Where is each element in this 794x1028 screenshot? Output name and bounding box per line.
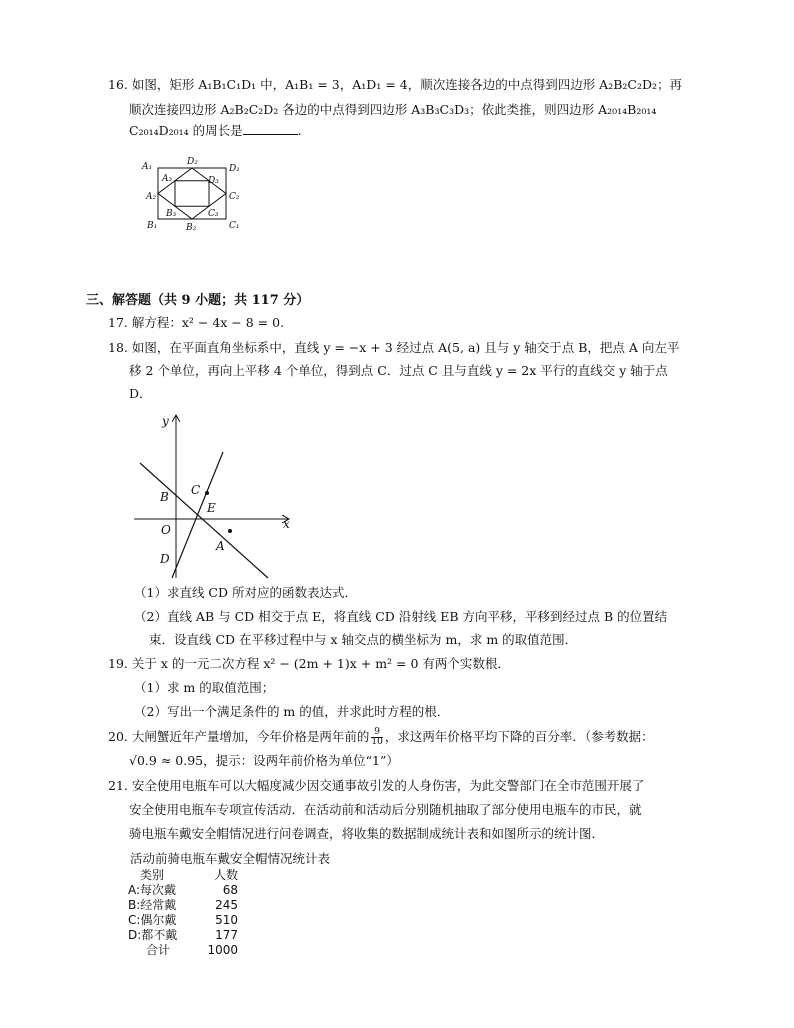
q20-line2: √0.9 ≈ 0.95，提示：设两年前价格为单位“1”） [129,753,399,768]
q16-line3 [129,122,302,140]
label-b3: B₃ [166,209,177,219]
q16-rectangle-figure [140,152,250,234]
label-c2: C₂ [229,192,240,202]
table-row [128,928,238,943]
q16-line1: 16. 如图，矩形 A₁B₁C₁D₁ 中，A₁B₁ = 3，A₁D₁ = 4，顺次连接各边的中点得到四边形 A₂B₂C₂D₂；再 [108,77,683,92]
point-a [228,529,232,533]
table-caption: 活动前骑电瓶车戴安全帽情况统计表 [130,851,331,866]
q21-line3: 骑电瓶车戴安全帽情况进行问卷调查，将收集的数据制成统计表和如图所示的统计图． [129,826,605,841]
section-title: 三、解答题（共 9 小题；共 117 分） [86,293,310,308]
cell-count: 510 [215,913,238,927]
cell-category: A:每次戴 [128,883,177,897]
label-b1: B₁ [147,221,158,231]
cell-total-label: 合计 [146,943,171,957]
fraction-denominator: 10 [371,737,383,747]
label-a2: A₂ [146,192,157,202]
q21-line2: 安全使用电瓶车专项宣传活动．在活动前和活动后分别随机抽取了部分使用电瓶车的市民，就 [129,802,642,817]
q18-sub1: （1）求直线 CD 所对应的函数表达式． [134,585,357,600]
q19-sub1: （1）求 m 的取值范围； [134,680,275,695]
table-row [128,883,238,898]
fraction-numerator: 9 [371,728,382,738]
cell-total-value: 1000 [207,943,238,957]
q18-sub2-line1: （2）直线 AB 与 CD 相交于点 E，将直线 CD 沿射线 EB 方向平移，平移到经过点 B 的位置结 [134,609,668,624]
answer-blank [243,122,298,135]
q18-sub2-line2: 束．设直线 CD 在平移过程中与 x 轴交点的横坐标为 m，求 m 的取值范围． [149,632,578,647]
q16-line3-text: C₂₀₁₄D₂₀₁₄ 的周长是 [129,123,243,138]
table-header-row [128,868,238,883]
fraction-nine-tenths [371,728,382,747]
label-c3: C₃ [208,209,219,219]
cell-category: B:经常戴 [128,898,177,912]
label-d2: D₂ [187,157,198,167]
label-a1: A₁ [142,162,153,172]
table-total-row [128,943,238,958]
q20-line1 [108,728,654,747]
label-b: B [160,490,169,504]
q19-sub2: （2）写出一个满足条件的 m 的值，并求此时方程的根． [134,704,450,719]
table-row [128,898,238,913]
q18-line3: D． [129,386,152,401]
cell-count: 245 [215,898,238,912]
q16-line2: 顺次连接四边形 A₂B₂C₂D₂ 各边的中点得到四边形 A₃B₃C₃D₃；依此类推，则四边形 A₂₀₁₄B₂₀₁₄ [129,102,657,117]
q17-text: 17. 解方程：x² − 4x − 8 = 0. [108,315,285,330]
rect-a3b3c3d3 [175,181,209,207]
label-d3: D₃ [208,176,219,186]
col-header-count: 人数 [213,868,238,882]
label-e: E [207,501,216,515]
label-a: A [216,539,225,553]
q20-line1-post: ，求这两年价格平均下降的百分率．（参考数据： [384,729,654,744]
q18-coordinate-figure [130,410,300,580]
col-header-category: 类别 [140,868,165,882]
axis-label-x: x [283,517,290,531]
q20-line1-pre: 20. 大闸蟹近年产量增加，今年价格是两年前的 [108,729,370,744]
cell-count: 68 [222,883,238,897]
label-d1: D₁ [229,164,240,174]
stats-table [128,868,238,958]
q18-line2: 移 2 个单位，再向上平移 4 个单位，得到点 C．过点 C 且与直线 y = 2x 平行的直线交 y 轴于点 [129,363,668,378]
q21-line1: 21. 安全使用电瓶车可以大幅度减少因交通事故引发的人身伤害，为此交警部门在全市范围开展了 [108,778,645,793]
line-cd [172,452,223,578]
label-d: D [160,552,170,566]
label-b2: B₂ [186,223,197,233]
label-c: C [191,483,201,497]
q16-line3-end: . [297,123,302,138]
q18-line1: 18. 如图，在平面直角坐标系中，直线 y = −x + 3 经过点 A(5, a) 且与 y 轴交于点 B，把点 A 向左平 [108,340,680,355]
label-c1: C₁ [229,221,240,231]
cell-category: D:都不戴 [128,928,178,942]
label-o: O [161,523,171,537]
table-row [128,913,238,928]
label-a3: A₃ [162,174,173,184]
q19-line1: 19. 关于 x 的一元二次方程 x² − (2m + 1)x + m² = 0 有两个实数根． [108,656,510,671]
axis-label-y: y [162,414,169,428]
cell-category: C:偶尔戴 [128,913,177,927]
cell-count: 177 [215,928,238,942]
point-c [205,491,209,495]
